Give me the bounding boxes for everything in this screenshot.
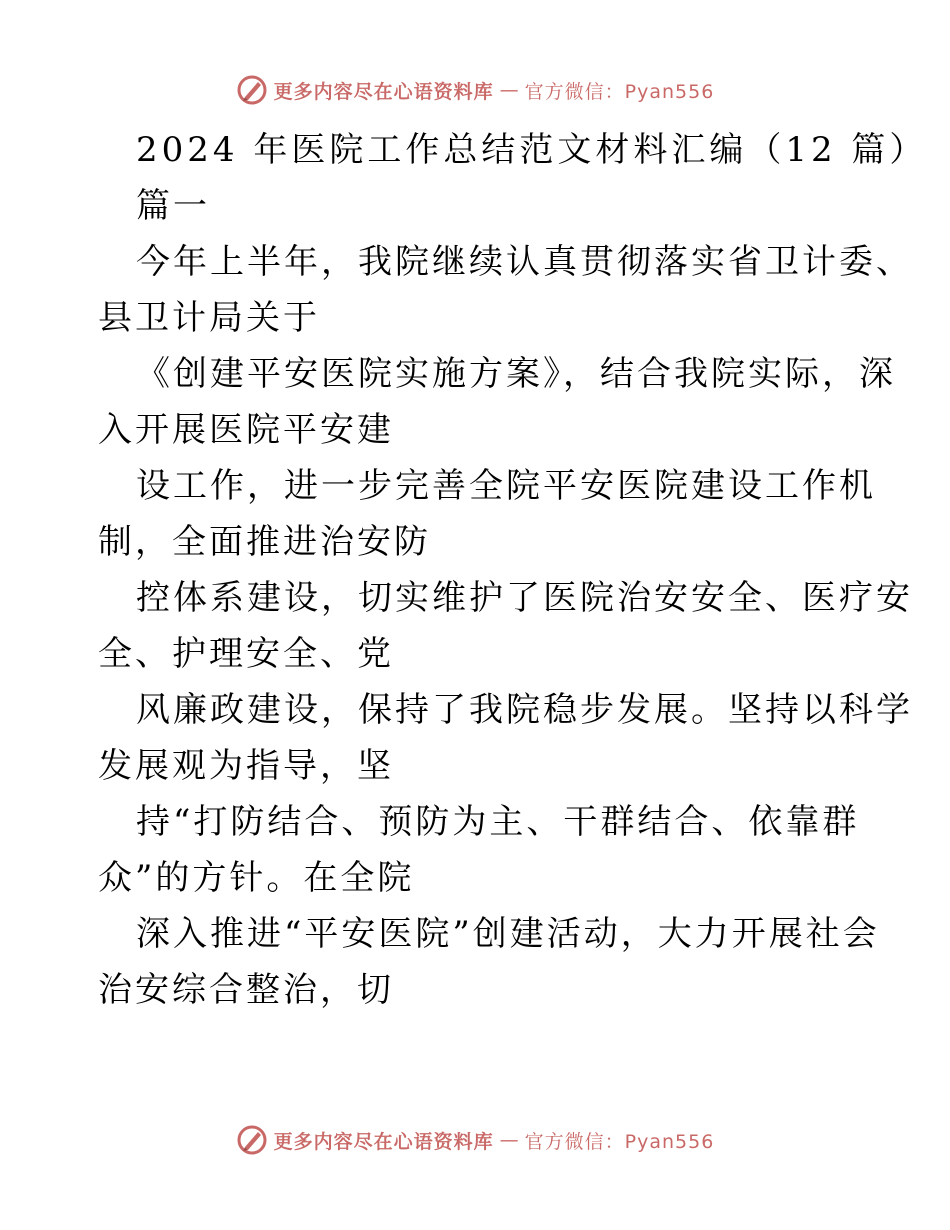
paragraph-line: 发展观为指导，坚: [98, 746, 394, 786]
footer-watermark: [0, 1120, 950, 1160]
paragraph-line: 持“打防结合、预防为主、干群结合、依靠群: [136, 802, 860, 842]
pen-logo-icon: [236, 74, 268, 106]
paragraph-line: 今年上半年，我院继续认真贯彻落实省卫计委、: [136, 242, 913, 282]
document-body: [98, 122, 928, 1018]
paragraph-line: 风廉政建设，保持了我院稳步发展。坚持以科学: [136, 690, 913, 730]
section-heading: 篇一: [136, 186, 210, 226]
watermark-main-text: 更多内容尽在心语资料库: [273, 80, 494, 103]
watermark-wechat-text: 官方微信：Pyan556: [524, 1130, 715, 1153]
paragraph-line: 《创建平安医院实施方案》，结合我院实际，深: [136, 354, 896, 394]
paragraph-line: 治安综合整治，切: [98, 970, 394, 1010]
watermark-content: [236, 1124, 715, 1156]
watermark-main-text: 更多内容尽在心语资料库: [273, 1130, 494, 1153]
paragraph-line: 深入推进“平安医院”创建活动，大力开展社会: [136, 914, 880, 954]
watermark-separator: —: [499, 79, 519, 101]
document-title: 2024 年医院工作总结范文材料汇编（12 篇）: [136, 130, 928, 170]
paragraph-line: 控体系建设，切实维护了医院治安安全、医疗安: [136, 578, 913, 618]
paragraph-line: 全、护理安全、党: [98, 634, 394, 674]
header-watermark: [0, 70, 950, 110]
paragraph-line: 入开展医院平安建: [98, 410, 394, 450]
paragraph-line: 制，全面推进治安防: [98, 522, 431, 562]
watermark-wechat-text: 官方微信：Pyan556: [524, 80, 715, 103]
pen-logo-icon: [236, 1124, 268, 1156]
paragraph-line: 众”的方针。在全院: [98, 858, 415, 898]
watermark-separator: —: [499, 1129, 519, 1151]
watermark-content: [236, 74, 715, 106]
paragraph-line: 县卫计局关于: [98, 298, 320, 338]
paragraph-line: 设工作，进一步完善全院平安医院建设工作机: [136, 466, 876, 506]
